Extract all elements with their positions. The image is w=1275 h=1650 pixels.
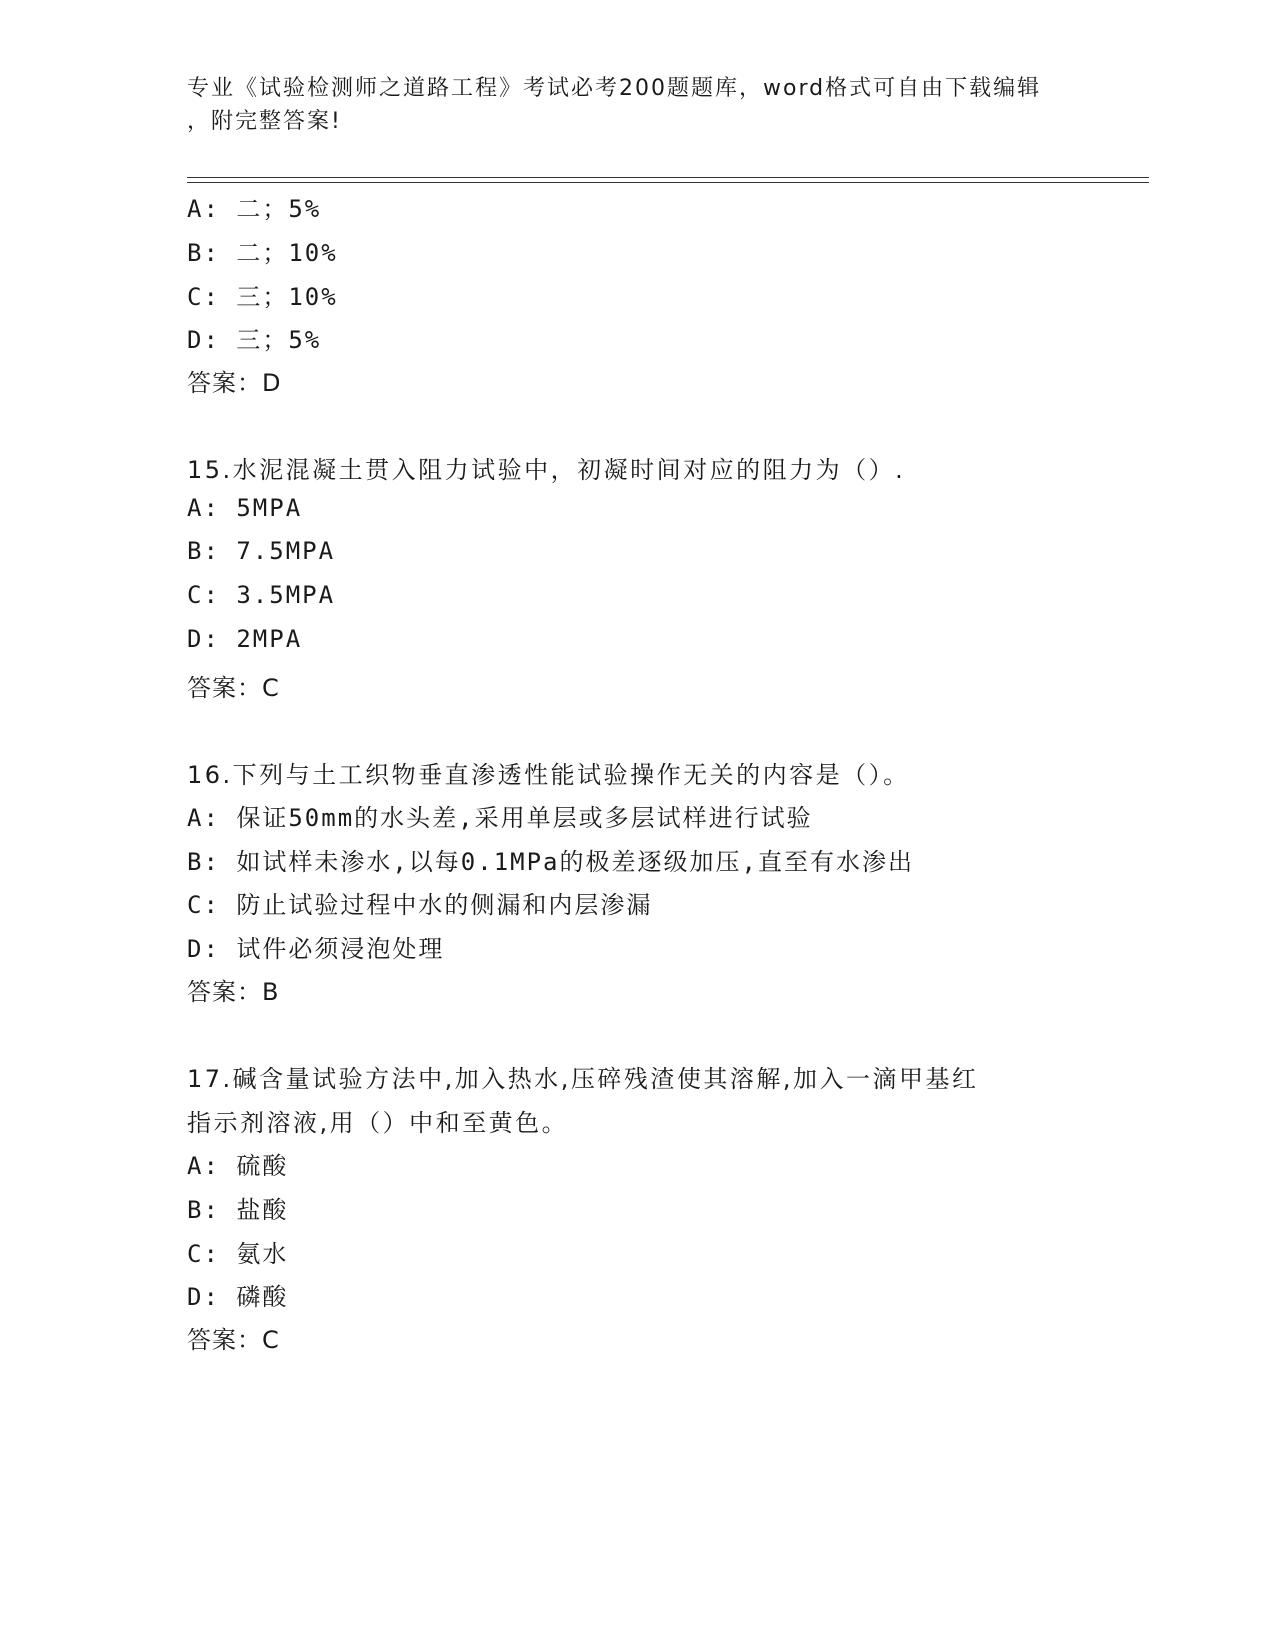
header-title: 专业《试验检测师之道路工程》考试必考200题题库，word格式可自由下载编辑 xyxy=(187,76,1042,101)
q15-option-d: D: 2MPA xyxy=(187,625,303,653)
q17-option-a: A: 硫酸 xyxy=(187,1152,289,1180)
q15-option-c: C: 3.5MPA xyxy=(187,581,336,609)
q15-option-b: B: 7.5MPA xyxy=(187,537,336,565)
q16-option-c: C: 防止试验过程中水的侧漏和内层渗漏 xyxy=(187,891,653,919)
q14-option-d: D: 三；5% xyxy=(187,326,322,354)
q16-option-a: A: 保证50mm的水头差,采用单层或多层试样进行试验 xyxy=(187,804,813,832)
header-subtitle: ，附完整答案! xyxy=(187,109,342,134)
q16-question: 16.下列与土工织物垂直渗透性能试验操作无关的内容是（）。 xyxy=(187,761,910,789)
q17-question-line2: 指示剂溶液,用（）中和至黄色。 xyxy=(187,1109,569,1137)
document-header xyxy=(187,72,1087,138)
header-divider-bottom xyxy=(187,182,1149,183)
q17-option-b: B: 盐酸 xyxy=(187,1196,289,1224)
q15-answer: 答案：C xyxy=(187,674,280,702)
q15-question: 15.水泥混凝土贯入阻力试验中，初凝时间对应的阻力为（）. xyxy=(187,456,906,484)
q16-answer: 答案：B xyxy=(187,978,280,1006)
q17-question-line1: 17.碱含量试验方法中,加入热水,压碎残渣使其溶解,加入一滴甲基红 xyxy=(187,1065,979,1093)
q16-option-d: D: 试件必须浸泡处理 xyxy=(187,935,445,963)
q14-option-a: A: 二；5% xyxy=(187,195,322,223)
q14-option-c: C: 三；10% xyxy=(187,283,338,311)
header-divider-top xyxy=(187,177,1149,178)
q16-option-b: B: 如试样未渗水,以每0.1MPa的极差逐级加压,直至有水渗出 xyxy=(187,848,914,876)
q14-answer: 答案：D xyxy=(187,369,282,397)
q17-answer: 答案：C xyxy=(187,1326,280,1354)
q15-option-a: A: 5MPA xyxy=(187,494,303,522)
q14-option-b: B: 二；10% xyxy=(187,239,338,267)
q17-option-d: D: 磷酸 xyxy=(187,1283,289,1311)
q17-option-c: C: 氨水 xyxy=(187,1240,289,1268)
